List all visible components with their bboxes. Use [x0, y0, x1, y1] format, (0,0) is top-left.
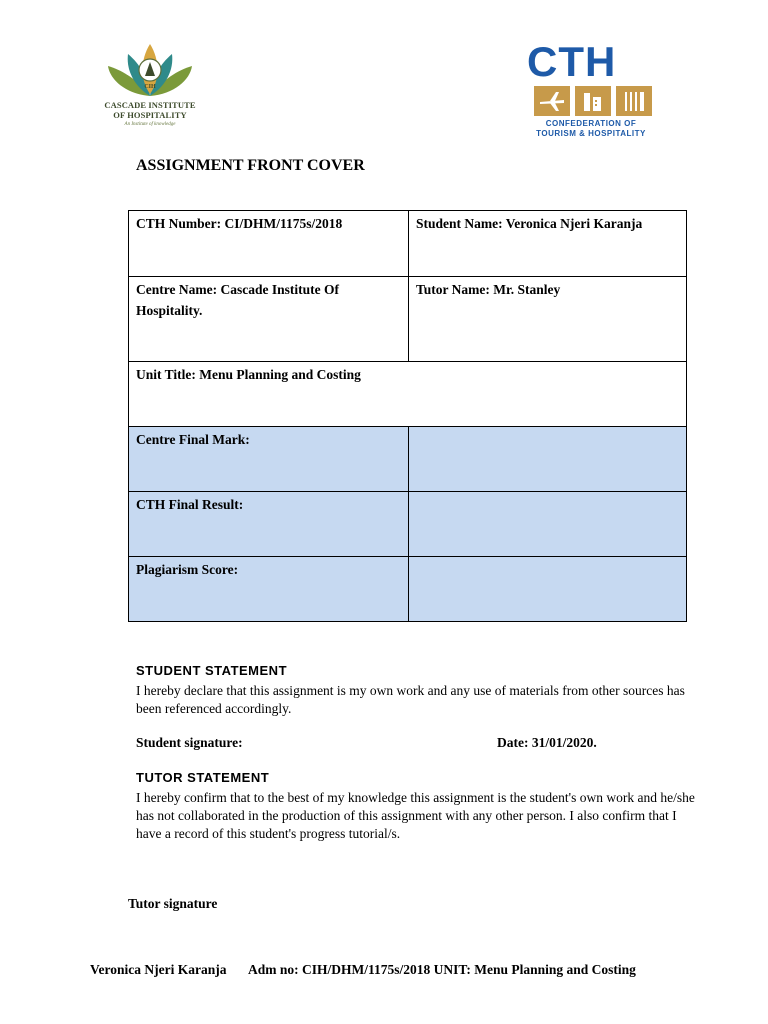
plagiarism-score-label: Plagiarism Score:	[129, 557, 409, 622]
tutor-statement-heading: TUTOR STATEMENT	[136, 770, 270, 785]
centre-final-mark-value	[409, 427, 687, 492]
tutor-name-cell: Tutor Name: Mr. Stanley	[409, 277, 687, 362]
tutor-statement-text: I hereby confirm that to the best of my knowledge this assignment is the student's own work and he/she has not collaborated in the production of this assignment with any other person. I also confirm that I have a record of this student's progress tutorial/s.	[136, 790, 695, 841]
cth-final-result-label: CTH Final Result:	[129, 492, 409, 557]
student-name-cell: Student Name: Veronica Njeri Karanja	[409, 211, 687, 277]
student-statement-heading: STUDENT STATEMENT	[136, 663, 288, 678]
cascade-name-line2: OF HOSPITALITY	[113, 110, 187, 120]
cascade-tagline: An Institute of knowledge	[124, 122, 176, 127]
plagiarism-score-value	[409, 557, 687, 622]
footer-student-name: Veronica Njeri Karanja	[90, 962, 227, 977]
cover-details-table	[128, 210, 687, 622]
table-row	[129, 211, 687, 277]
cth-subtitle-line2: TOURISM & HOSPITALITY	[536, 129, 646, 138]
cascade-institute-logo	[100, 40, 200, 136]
cth-letters: CTH	[527, 38, 617, 85]
footer-admission-unit: Adm no: CIH/DHM/1175s/2018 UNIT: Menu Planning and Costing	[248, 962, 636, 977]
table-row	[129, 362, 687, 427]
cascade-initials: CIH	[144, 84, 156, 90]
table-row	[129, 492, 687, 557]
centre-final-mark-label: Centre Final Mark:	[129, 427, 409, 492]
table-row	[129, 427, 687, 492]
cth-logo	[520, 38, 662, 140]
unit-title-cell: Unit Title: Menu Planning and Costing	[129, 362, 687, 427]
cth-subtitle-line1: CONFEDERATION OF	[545, 119, 637, 128]
cth-number-cell: CTH Number: CI/DHM/1175s/2018	[129, 211, 409, 277]
student-statement-text: I hereby declare that this assignment is my own work and any use of materials from other sources has been referenced accordingly.	[136, 683, 685, 716]
centre-name-cell: Centre Name: Cascade Institute Of Hospitality.	[129, 277, 409, 362]
student-signature-label: Student signature:	[136, 735, 243, 750]
table-row	[129, 277, 687, 362]
cth-pictogram-tiles	[534, 86, 652, 116]
cth-final-result-value	[409, 492, 687, 557]
tutor-signature-label: Tutor signature	[128, 896, 218, 911]
table-row	[129, 557, 687, 622]
page-title: ASSIGNMENT FRONT COVER	[136, 157, 365, 174]
cascade-name-line1: CASCADE INSTITUTE	[104, 100, 196, 110]
statement-date: Date: 31/01/2020.	[497, 735, 597, 750]
lotus-emblem-icon	[100, 40, 200, 104]
